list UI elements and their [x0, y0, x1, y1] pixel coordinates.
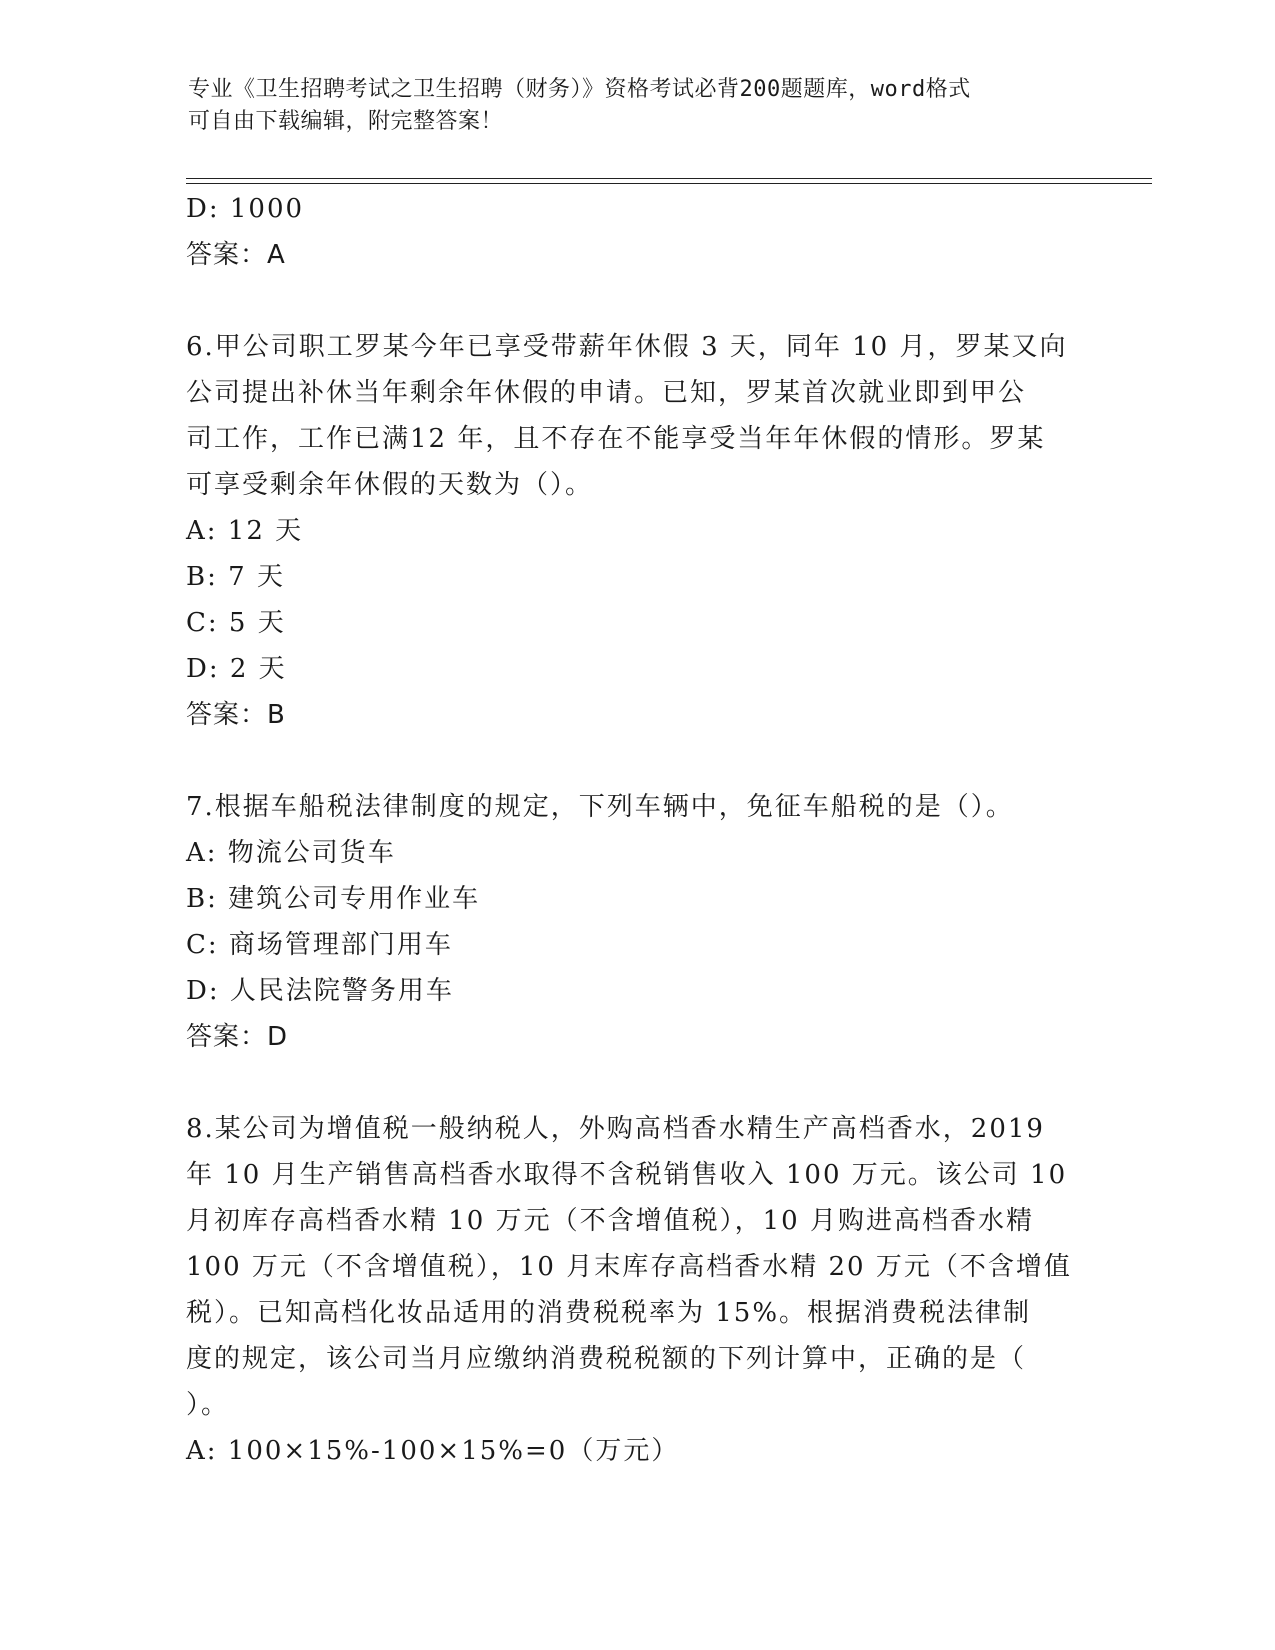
q5-answer: 答案：A — [186, 240, 286, 270]
q7-option-c: C: 商场管理部门用车 — [186, 930, 453, 960]
q7-option-b: B: 建筑公司专用作业车 — [186, 884, 481, 914]
q8-stem-line-1: 8.某公司为增值税一般纳税人，外购高档香水精生产高档香水，2019 — [186, 1114, 1045, 1144]
q8-stem-line-6: 度的规定，该公司当月应缴纳消费税税额的下列计算中，正确的是（ — [186, 1344, 1027, 1374]
question-content — [186, 186, 1086, 1474]
question-8 — [186, 1106, 1086, 1474]
q7-stem-line-1: 7.根据车船税法律制度的规定，下列车辆中，免征车船税的是（）。 — [186, 792, 1014, 822]
header-rule-bottom — [186, 183, 1152, 184]
q6-option-a: A: 12 天 — [186, 516, 304, 546]
q7-answer: 答案：D — [186, 1022, 289, 1052]
q7-option-a: A: 物流公司货车 — [186, 838, 396, 868]
q7-option-d: D: 人民法院警务用车 — [186, 976, 454, 1006]
q8-stem-line-7: ）。 — [186, 1390, 230, 1420]
header-line-2: 可自由下载编辑，附完整答案！ — [188, 109, 504, 134]
q8-stem-line-5: 税）。已知高档化妆品适用的消费税税率为 15%。根据消费税法律制 — [186, 1298, 1032, 1328]
q6-answer: 答案：B — [186, 700, 286, 730]
q8-stem-line-3: 月初库存高档香水精 10 万元（不含增值税），10 月购进高档香水精 — [186, 1206, 1034, 1236]
header-line-1: 专业《卫生招聘考试之卫生招聘（财务）》资格考试必背200题题库，word格式 — [188, 77, 971, 102]
q8-stem-line-2: 年 10 月生产销售高档香水取得不含税销售收入 100 万元。该公司 10 — [186, 1160, 1068, 1190]
q6-stem-line-4: 可享受剩余年休假的天数为（）。 — [186, 470, 594, 500]
question-6 — [186, 324, 1086, 738]
spacer — [186, 738, 1086, 784]
document-header — [188, 74, 1068, 138]
q6-stem-line-3: 司工作，工作已满12 年，且不存在不能享受当年年休假的情形。罗某 — [186, 424, 1046, 454]
question-7 — [186, 784, 1086, 1060]
q6-stem-line-2: 公司提出补休当年剩余年休假的申请。已知，罗某首次就业即到甲公 — [186, 378, 1027, 408]
q6-option-d: D: 2 天 — [186, 654, 287, 684]
q6-stem-line-1: 6.甲公司职工罗某今年已享受带薪年休假 3 天，同年 10 月，罗某又向 — [186, 332, 1068, 362]
q6-option-b: B: 7 天 — [186, 562, 285, 592]
q8-option-a: A: 100×15%-100×15%=0（万元） — [186, 1436, 680, 1466]
spacer — [186, 1060, 1086, 1106]
q6-option-c: C: 5 天 — [186, 608, 286, 638]
header-rule-top — [186, 178, 1152, 179]
q8-stem-line-4: 100 万元（不含增值税），10 月末库存高档香水精 20 万元（不含增值 — [186, 1252, 1072, 1282]
spacer — [186, 278, 1086, 324]
q5-option-d: D: 1000 — [186, 194, 305, 224]
